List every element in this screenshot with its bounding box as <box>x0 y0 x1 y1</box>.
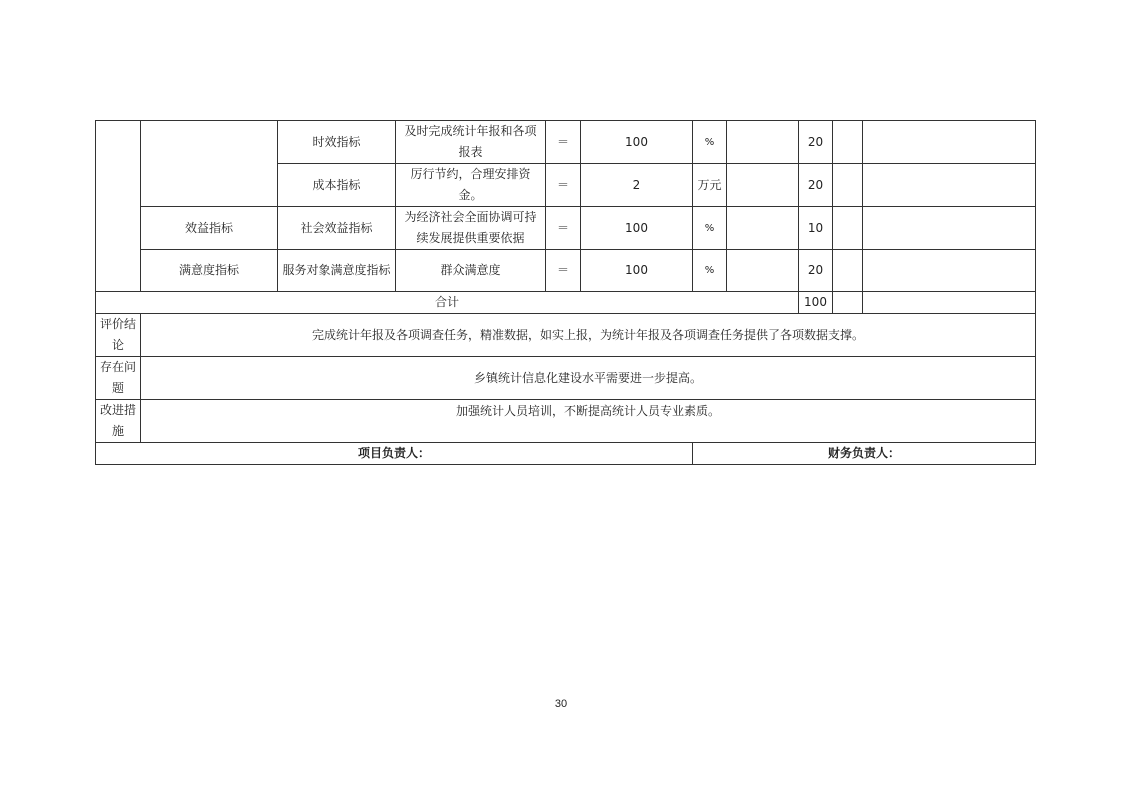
operator-cell: ＝ <box>546 207 581 250</box>
level2-indicator: 社会效益指标 <box>278 207 396 250</box>
table-row <box>96 121 1036 164</box>
project-lead-signature: 项目负责人： <box>96 443 693 465</box>
page-number: 30 <box>554 698 568 710</box>
weight-value: 10 <box>799 207 833 250</box>
weight-value: 20 <box>799 250 833 292</box>
score-value <box>833 250 863 292</box>
evaluation-text: 完成统计年报及各项调查任务，精准数据，如实上报，为统计年报及各项调查任务提供了各项数据支撑。 <box>141 314 1036 357</box>
signature-row <box>96 443 1036 465</box>
improvement-text: 加强统计人员培训，不断提高统计人员专业素质。 <box>141 400 1036 443</box>
issues-label: 存在问题 <box>96 357 141 400</box>
evaluation-label: 评价结论 <box>96 314 141 357</box>
unit-cell: 万元 <box>693 164 727 207</box>
score-value <box>833 121 863 164</box>
operator-cell: ＝ <box>546 164 581 207</box>
level1-indicator: 满意度指标 <box>141 250 278 292</box>
target-value: 2 <box>581 164 693 207</box>
level2-indicator: 成本指标 <box>278 164 396 207</box>
performance-table-sheet <box>95 120 1035 465</box>
note-cell <box>863 207 1036 250</box>
note-cell <box>863 121 1036 164</box>
score-value <box>833 207 863 250</box>
indicator-content: 及时完成统计年报和各项报表 <box>396 121 546 164</box>
level1-indicator-blank <box>96 121 141 292</box>
total-label: 合计 <box>96 292 799 314</box>
target-value: 100 <box>581 207 693 250</box>
note-cell <box>863 164 1036 207</box>
table-row <box>96 207 1036 250</box>
total-weight: 100 <box>799 292 833 314</box>
level1-indicator: 效益指标 <box>141 207 278 250</box>
actual-value <box>727 250 799 292</box>
finance-lead-signature: 财务负责人： <box>693 443 1036 465</box>
operator-cell: ＝ <box>546 121 581 164</box>
indicator-content: 群众满意度 <box>396 250 546 292</box>
score-value <box>833 164 863 207</box>
improvement-row <box>96 400 1036 443</box>
performance-indicator-table <box>95 120 1036 465</box>
actual-value <box>727 121 799 164</box>
total-row <box>96 292 1036 314</box>
actual-value <box>727 164 799 207</box>
weight-value: 20 <box>799 164 833 207</box>
unit-cell: % <box>693 250 727 292</box>
indicator-content: 厉行节约，合理安排资金。 <box>396 164 546 207</box>
level2-indicator: 服务对象满意度指标 <box>278 250 396 292</box>
level1-output-blank <box>141 121 278 207</box>
level2-indicator: 时效指标 <box>278 121 396 164</box>
table-row <box>96 250 1036 292</box>
issues-row <box>96 357 1036 400</box>
unit-cell: % <box>693 207 727 250</box>
target-value: 100 <box>581 121 693 164</box>
indicator-content: 为经济社会全面协调可持续发展提供重要依据 <box>396 207 546 250</box>
actual-value <box>727 207 799 250</box>
unit-cell: % <box>693 121 727 164</box>
total-score <box>833 292 863 314</box>
issues-text: 乡镇统计信息化建设水平需要进一步提高。 <box>141 357 1036 400</box>
weight-value: 20 <box>799 121 833 164</box>
total-note <box>863 292 1036 314</box>
improvement-label: 改进措施 <box>96 400 141 443</box>
operator-cell: ＝ <box>546 250 581 292</box>
evaluation-row <box>96 314 1036 357</box>
target-value: 100 <box>581 250 693 292</box>
note-cell <box>863 250 1036 292</box>
